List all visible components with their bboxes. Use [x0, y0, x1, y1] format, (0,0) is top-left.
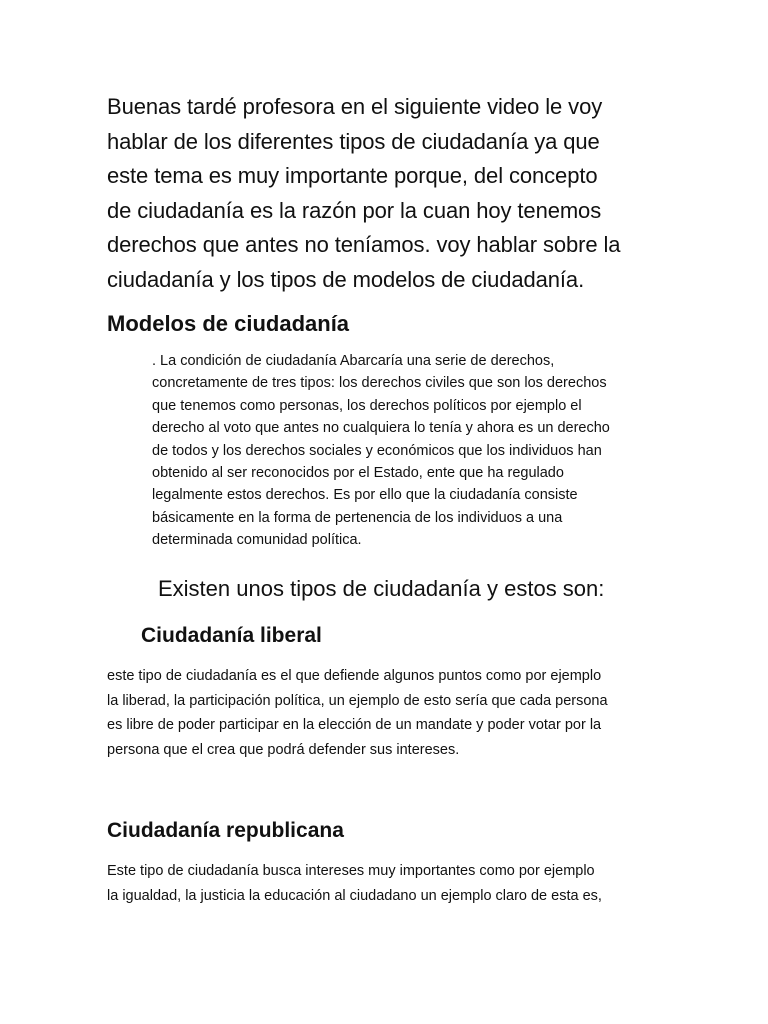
- republicana-line: Este tipo de ciudadanía busca intereses muy importantes como por ejemplo: [107, 863, 595, 879]
- modelos-line: legalmente estos derechos. Es por ello que la ciudadanía consiste: [152, 487, 578, 504]
- intro-line: de ciudadanía es la razón por la cuan hoy tenemos: [107, 197, 602, 223]
- liberal-line: este tipo de ciudadanía es el que defiende algunos puntos como por ejemplo: [107, 668, 602, 684]
- intro-line: este tema es muy importante porque, del concepto: [107, 163, 598, 188]
- modelos-line: de todos y los derechos sociales y económicos que los individuos han: [152, 442, 602, 459]
- modelos-line: que tenemos como personas, los derechos políticos por ejemplo el: [152, 397, 582, 414]
- modelos-line: obtenido al ser reconocidos por el Estado, ente que ha regulado: [152, 465, 564, 482]
- intro-paragraph: [107, 90, 667, 297]
- tipos-intro-text: Existen unos tipos de ciudadanía y estos son:: [158, 576, 605, 601]
- modelos-line: . La condición de ciudadanía Abarcaría una serie de derechos,: [152, 353, 555, 369]
- intro-line: Buenas tardé profesora en el siguiente video le voy: [107, 94, 603, 119]
- modelos-line: determinada comunidad política.: [152, 532, 362, 549]
- modelos-paragraph: [152, 350, 672, 552]
- republicana-paragraph: [107, 859, 677, 909]
- intro-line: hablar de los diferentes tipos de ciudadanía ya que: [107, 128, 600, 154]
- modelos-heading: Modelos de ciudadanía: [107, 311, 350, 336]
- intro-line: derechos que antes no teníamos. voy hablar sobre la: [107, 232, 621, 257]
- liberal-line: persona que el crea que podrá defender sus intereses.: [107, 741, 460, 758]
- liberal-line: es libre de poder participar en la elección de un mandate y poder votar por la: [107, 717, 602, 734]
- modelos-line: derecho al voto que antes no cualquiera lo tenía y ahora es un derecho: [152, 420, 610, 437]
- modelos-line: básicamente en la forma de pertenencia de los individuos a una: [152, 509, 563, 526]
- liberal-paragraph: [107, 664, 677, 762]
- liberal-line: la liberad, la participación política, un ejemplo de esto sería que cada persona: [107, 692, 608, 709]
- republicana-line: la igualdad, la justicia la educación al ciudadano un ejemplo claro de esta es,: [107, 888, 602, 904]
- modelos-line: concretamente de tres tipos: los derechos civiles que son los derechos: [152, 375, 607, 392]
- liberal-heading: Ciudadanía liberal: [141, 624, 322, 647]
- intro-line: ciudadanía y los tipos de modelos de ciudadanía.: [107, 266, 585, 292]
- republicana-heading: Ciudadanía republicana: [107, 819, 344, 842]
